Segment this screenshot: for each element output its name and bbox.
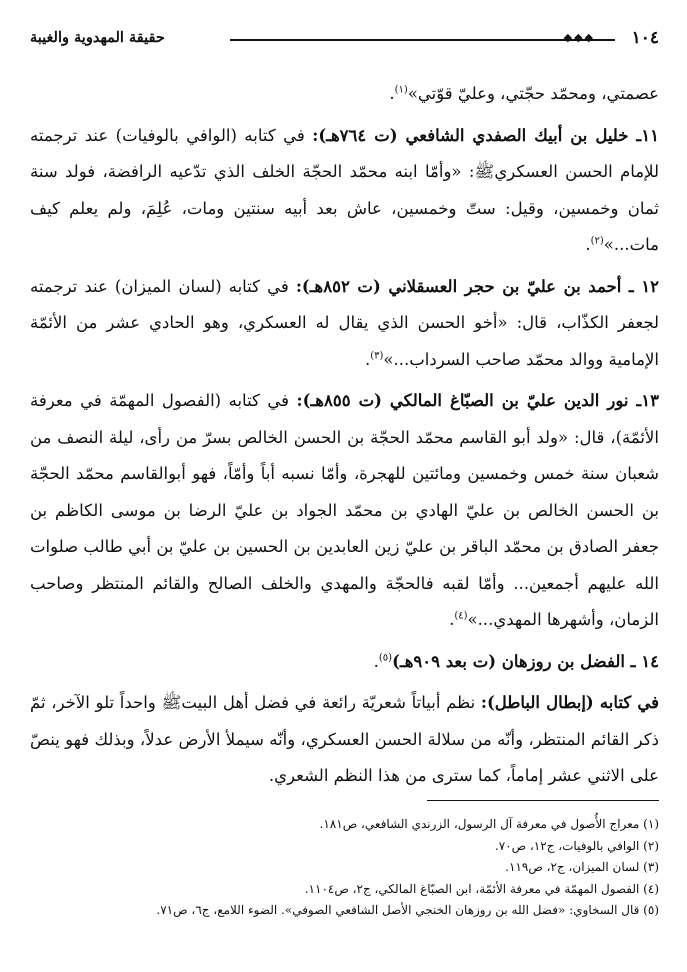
entry-heading: في كتابه (إبطال الباطل): — [480, 693, 659, 712]
para-tail: . — [449, 610, 455, 629]
entry-heading: ١٢ ـ أحمد بن عليّ بن حجر العسقلاني (ت ٨٥٢هـ): — [295, 276, 659, 296]
entry-heading: ١٤ ـ الفضل بن روزهان (ت بعد ٩٠٩هـ) — [392, 651, 659, 671]
page-number: ١٠٤ — [631, 28, 659, 48]
para-tail: . — [364, 349, 371, 369]
paragraph — [30, 685, 659, 795]
paragraph — [30, 118, 659, 264]
running-title: حقيقة المهدوية والغيبة — [30, 29, 165, 46]
para-tail: . — [373, 651, 379, 671]
footnote-ref: (٣) — [370, 350, 384, 361]
para-text: في كتابه (الوافي بالوفيات) عند ترجمته للإمام الحسن العسكريﷺ: «وأمّا ابنه محمّد الحجّة الخلف الذي تدّعيه الرافضة، فولد سنة ثمان وخمسين، وقيل: ستّ وخمسين، عاش بعد أبيه سنتين ومات، عُلِمَ، ولم يعلم كيف مات...» — [30, 125, 659, 254]
footnote-separator — [427, 800, 659, 801]
footnotes — [30, 814, 659, 922]
header-ornament: ◆◆◆ — [563, 31, 595, 44]
footnote: (٣) لسان الميزان، ج٢، ص١١٩. — [505, 860, 659, 874]
footnote: (٥) قال السخاوي: «فضل الله بن روزهان الخنجي الأصل الشافعي الصوفي». الضوء اللامع، ج٦، ص٧١. — [156, 903, 659, 917]
footnote: (٢) الوافي بالوفيات، ج١٢، ص٧٠. — [494, 838, 659, 853]
entry-heading: ١١ـ خليل بن أبيك الصفدي الشافعي (ت ٧٦٤هـ): — [312, 125, 659, 145]
page-header — [30, 28, 659, 50]
footnote-ref: (٤) — [454, 610, 468, 622]
main-text — [30, 76, 659, 795]
para-text: في كتابه (الفصول المهمّة في معرفة الأئمّة)، قال: «ولد أبو القاسم محمّد الحجّة بن الحسن الخالص بسرّ من رأى، ليلة النصف من شعبان سنة خمس وخمسين ومائتين للهجرة، وأمّا نسبه أباً وأمّاً، فهو أبوالقاسم محمّد الحجّة بن الحسن الخالص بن عليّ الهادي بن محمّد الجواد بن عليّ الرضا بن موسى الكاظم بن جعفر الصادق بن محمّد الباقر بن عليّ زين العابدين بن الحسين بن عليّ بن أبي طالب صلوات الله عليهم أجمعين... وأمّا لقبه فالحجّة والمهدي والخلف الصالح والقائم المنتظر وصاحب الزمان، وأشهرها المهدي...» — [30, 391, 659, 629]
paragraph — [30, 269, 659, 379]
footnote-ref: (٢) — [590, 235, 604, 247]
footnote: (٤) الفصول المهمّة في معرفة الأئمّة، ابن الصبّاغ المالكي، ج٢، ص١١٠٤. — [304, 881, 659, 896]
footnote: (١) معراج الأُصول في معرفة آل الرسول، الزرندي الشافعي، ص١٨١. — [319, 817, 659, 831]
footnote-ref: (٥) — [378, 652, 393, 663]
footnote-ref: (١) — [394, 84, 408, 96]
paragraph — [30, 383, 659, 639]
paragraph — [30, 76, 659, 113]
entry-heading: ١٣ـ نور الدين عليّ بن الصبّاغ المالكي (ت ٨٥٥هـ): — [296, 391, 659, 410]
paragraph — [30, 644, 659, 681]
para-text: نظم أبياتاً شعريّة رائعة في فضل أهل البيتﷺ واحداً تلو الآخر، ثمّ ذكر القائم المنتظر، وأنّه من سلالة الحسن العسكري، وأنّه سيملأ الأرض عدلاً، وبذلك فهو ينصّ على الاثني عشر إماماً، كما سترى من هذا النظم الشعري. — [30, 693, 659, 785]
para-text: عصمتي، ومحمّد حجّتي، وعليّ قوّتي» — [407, 84, 659, 103]
header-rule — [230, 39, 615, 41]
para-tail: . — [585, 235, 591, 254]
para-tail: . — [389, 84, 395, 103]
para-text: في كتابه (لسان الميزان) عند ترجمته لجعفر الكذّاب، قال: «أخو الحسن الذي يقال له العسكري، وهو الحادي عشر من الأئمّة الإمامية ووالد محمّد صاحب السرداب...» — [30, 276, 659, 369]
